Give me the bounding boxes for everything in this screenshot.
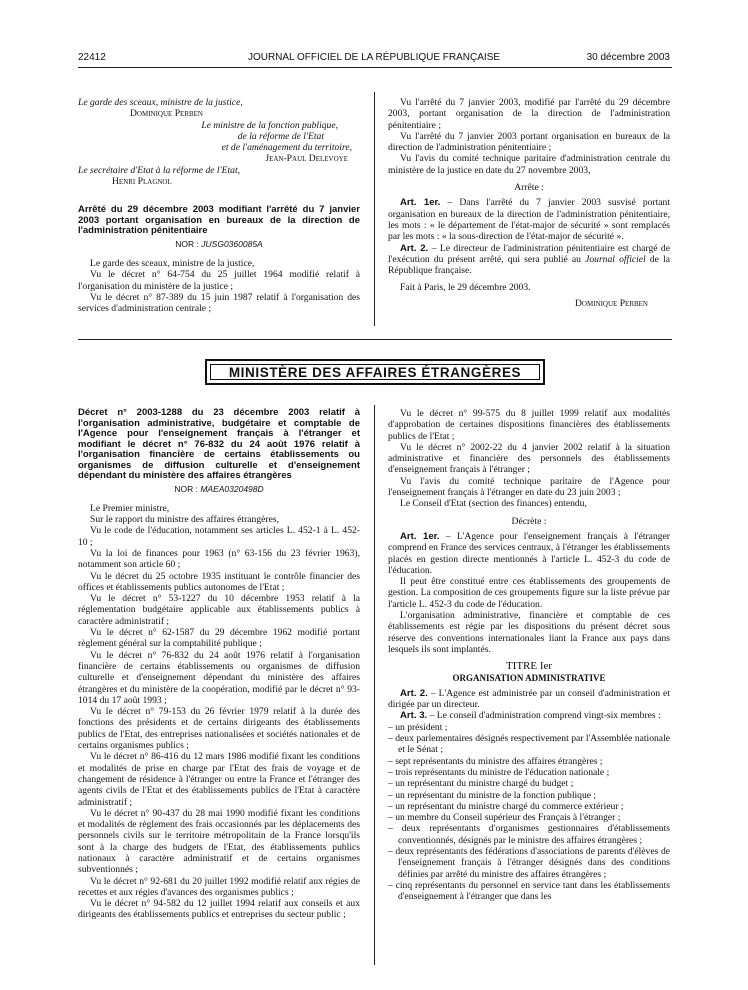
- page-header: [0, 52, 748, 66]
- list-item: – un représentant du ministre chargé du commerce extérieur ;: [388, 800, 624, 812]
- paragraph: Sur le rapport du ministre des affaires étrangères,: [90, 514, 279, 526]
- arrete-heading: Arrête :: [514, 182, 544, 194]
- signature-name: Jean-Paul Delevoye: [265, 153, 348, 165]
- column-divider-bottom: [374, 405, 375, 965]
- paragraph: Le Premier ministre,: [90, 502, 170, 514]
- article-3: Art. 3. – Le conseil d'administration comprend vingt-six membres :: [400, 710, 661, 722]
- header-rule: [78, 67, 672, 68]
- section-rule: [78, 339, 672, 340]
- paragraph: Vu le décret n° 79-153 du 26 février 1979 relatif à la durée des fonctions des présidents et de certains dirigeants des établissements publics de l'Etat, des entreprises nationalisées et sociétés nationales et de certains organismes publics ;: [78, 706, 360, 752]
- top-left-column: [78, 97, 360, 315]
- fait-a: Fait à Paris, le 29 décembre 2003.: [400, 282, 531, 294]
- paragraph: Vu le décret n° 64-754 du 25 juillet 1964 modifié relatif à l'organisation du ministère de la justice ;: [78, 269, 360, 292]
- bottom-left-column: [78, 408, 360, 921]
- paragraph: Vu le décret du 25 octobre 1935 instituant le contrôle financier des offices et établissements publics autonomes de l'Etat ;: [78, 570, 360, 593]
- signature-name: Dominique Perben: [130, 108, 203, 120]
- list-item: – cinq représentants du personnel en service tant dans les établissements d'enseignement à l'étranger que dans les: [388, 879, 670, 903]
- titre-heading: TITRE Ier: [505, 660, 553, 673]
- paragraph: Vu le décret n° 90-437 du 28 mai 1990 modifié fixant les conditions et modalités de règlement des frais occasionnés par les déplacements des personnels civils sur le territoire métropolitain de la France lorsqu'ils sont à la charge des budgets de l'Etat, des établissements publics nationaux à caractère administratif et de certains organismes subventionnés ;: [78, 807, 360, 876]
- paragraph: Vu le décret n° 92-681 du 20 juillet 1992 modifié relatif aux régies de recettes et aux régies d'avances des organismes publics ;: [78, 875, 360, 898]
- article-2: Art. 2. – L'Agence est administrée par un conseil d'administration et dirigée par un directeur.: [388, 687, 670, 711]
- signature-name: Dominique Perben: [575, 297, 648, 309]
- nor-reference: NOR : MAEA0320498D: [174, 483, 264, 494]
- member-list: [388, 722, 670, 903]
- titre-subheading: ORGANISATION ADMINISTRATIVE: [452, 672, 606, 683]
- paragraph: Vu l'arrêté du 7 janvier 2003, modifié par l'arrêté du 29 décembre 2003, portant organisation de la direction de l'administration pénitentiaire ;: [388, 97, 670, 131]
- paragraph: Vu l'arrêté du 7 janvier 2003 portant organisation en bureaux de la direction de l'administration pénitentiaire ;: [388, 130, 670, 154]
- decret-title: Décret n° 2003-1288 du 23 décembre 2003 relatif à l'organisation administrative, budgétaire et comptable de l'Agence pour l'enseignement français à l'étranger et modifiant le décret n° 76-832 du 24 août 1976 relatif à l'organisation financière de certains établissements ou organismes de diffusion culturelle et d'enseignement dépendant du ministère des affaires étrangères: [78, 407, 360, 481]
- paragraph: Le Conseil d'Etat (section des finances) entendu,: [400, 498, 587, 510]
- list-item: – un représentant du ministre chargé du budget ;: [388, 778, 574, 790]
- list-item: – deux parlementaires désignés respectivement par l'Assemblée nationale et le Sénat ;: [388, 733, 670, 756]
- issue-date: 30 décembre 2003: [586, 52, 670, 63]
- paragraph: Vu le décret n° 53-1227 du 10 décembre 1953 relatif à la réglementation budgétaire applicable aux établissements publics à caractère administratif ;: [78, 593, 360, 627]
- list-item: – un représentant du ministre de la fonction publique ;: [388, 789, 597, 801]
- list-item: – un président ;: [388, 721, 448, 733]
- article-2: Art. 2. – Le directeur de l'administration pénitentiaire est chargé de l'exécution du présent arrêté, qui sera publié au Journal officiel de la République française.: [388, 242, 670, 277]
- paragraph: Vu le décret n° 2002-22 du 4 janvier 2002 relatif à la situation administrative et financière des personnels des établissements d'enseignement français à l'étranger ;: [388, 441, 670, 476]
- top-right-column: [388, 97, 670, 309]
- column-divider-top: [374, 92, 375, 326]
- list-item: – trois représentants du ministre de l'éducation nationale ;: [388, 766, 610, 778]
- paragraph: Vu le décret n° 62-1587 du 29 décembre 1962 modifié portant règlement général sur la comptabilité publique ;: [78, 627, 360, 650]
- paragraph: Vu l'avis du comité technique paritaire d'administration centrale du ministère de la justice en date du 27 novembre 2003,: [388, 153, 670, 176]
- list-item: – deux représentants d'organismes gestionnaires d'établissements conventionnés, désignés par le ministre des affaires étrangères ;: [388, 823, 670, 846]
- arrete-title: Arrêté du 29 décembre 2003 modifiant l'arrêté du 7 janvier 2003 portant organisation en bureaux de la direction de l'administration pénitentiaire: [78, 204, 360, 237]
- signature-role: et de l'aménagement du territoire,: [221, 142, 352, 154]
- nor-reference: NOR : JUSG0360085A: [175, 238, 263, 249]
- paragraph: Vu le décret n° 76-832 du 24 août 1976 relatif à l'organisation financière de certains établissements ou organismes de diffusion culturelle et d'enseignement dépendant du ministère des affaires étrangères et du ministère de la coopération, modifié par le décret n° 93-1014 du 17 août 1993 ;: [78, 649, 360, 706]
- article-1: Art. 1er. – Dans l'arrêté du 7 janvier 2003 susvisé portant organisation en bureaux de la direction de l'administration pénitentiaire, les mots : « le département de l'état-major de sécurité » sont remplacés par les mots : « la sous-direction de l'état-major de sécurité ».: [388, 197, 670, 243]
- signature-role: Le secrétaire d'Etat à la réforme de l'Etat,: [78, 164, 241, 176]
- signature-role: Le ministre de la fonction publique,: [201, 119, 338, 131]
- page-number: 22412: [78, 52, 106, 63]
- paragraph: Vu le décret n° 87-389 du 15 juin 1987 relatif à l'organisation des services d'administration centrale ;: [78, 292, 360, 315]
- paragraph: Vu le décret n° 99-575 du 8 juillet 1999 relatif aux modalités d'approbation de certaines dispositions financières des établissements publics de l'Etat ;: [388, 408, 670, 442]
- signature-name: Henri Plagnol: [112, 176, 172, 188]
- article-1: Art. 1er. – L'Agence pour l'enseignement français à l'étranger comprend en France des services centraux, à l'étranger les établissements placés en gestion directe mentionnés à l'article L. 452-3 du code de l'éducation.: [388, 530, 670, 576]
- list-item: – deux représentants des fédérations d'associations de parents d'élèves de l'enseignement français à l'étranger désignés dans des conditions définies par arrêté du ministre des affaires étrangères ;: [388, 845, 670, 880]
- paragraph: Vu le décret n° 86-416 du 12 mars 1986 modifié fixant les conditions et modalités de prise en charge par l'Etat des frais de voyage et de changement de résidence à l'étranger ou entre la France et l'étranger des agents civils de l'Etat et des établissements publics de l'Etat à caractère administratif ;: [78, 751, 360, 808]
- paragraph: Vu l'avis du comité technique paritaire de l'Agence pour l'enseignement français à l'étranger en date du 23 juin 2003 ;: [388, 475, 670, 499]
- bottom-right-column: [388, 408, 670, 902]
- ministry-title: MINISTÈRE DES AFFAIRES ÉTRANGÈRES: [210, 364, 540, 380]
- signature-role: de la réforme de l'Etat: [237, 130, 324, 142]
- paragraph: Vu le décret n° 94-582 du 12 juillet 1994 relatif aux conseils et aux dirigeants des établissements publics et entreprises du secteur public ;: [78, 898, 360, 921]
- list-item: – un membre du Conseil supérieur des Français à l'étranger ;: [388, 812, 621, 824]
- paragraph: Il peut être constitué entre ces établissements des groupements de gestion. La composition de ces groupements figure sur la liste prévue par l'article L. 452-3 du code de l'éducation.: [388, 576, 670, 610]
- signature-role: Le garde des sceaux, ministre de la justice,: [78, 97, 243, 108]
- paragraph: Vu le code de l'éducation, notamment ses articles L. 452-1 à L. 452-10 ;: [78, 525, 360, 548]
- paragraph: Vu la loi de finances pour 1963 (n° 63-156 du 23 février 1963), notamment son article 60 ;: [78, 547, 360, 571]
- paragraph: L'organisation administrative, financière et comptable de ces établissements est régie par les dispositions du présent décret sous réserve des conventions internationales liant la France aux pays dans lesquels ils sont implantés.: [388, 610, 670, 655]
- list-item: – sept représentants du ministre des affaires étrangères ;: [388, 755, 603, 767]
- journal-title: JOURNAL OFFICIEL DE LA RÉPUBLIQUE FRANÇAISE: [247, 52, 501, 63]
- ministry-banner: [205, 359, 545, 385]
- paragraph: Le garde des sceaux, ministre de la justice,: [90, 258, 255, 270]
- decrete-heading: Décrète :: [511, 515, 547, 527]
